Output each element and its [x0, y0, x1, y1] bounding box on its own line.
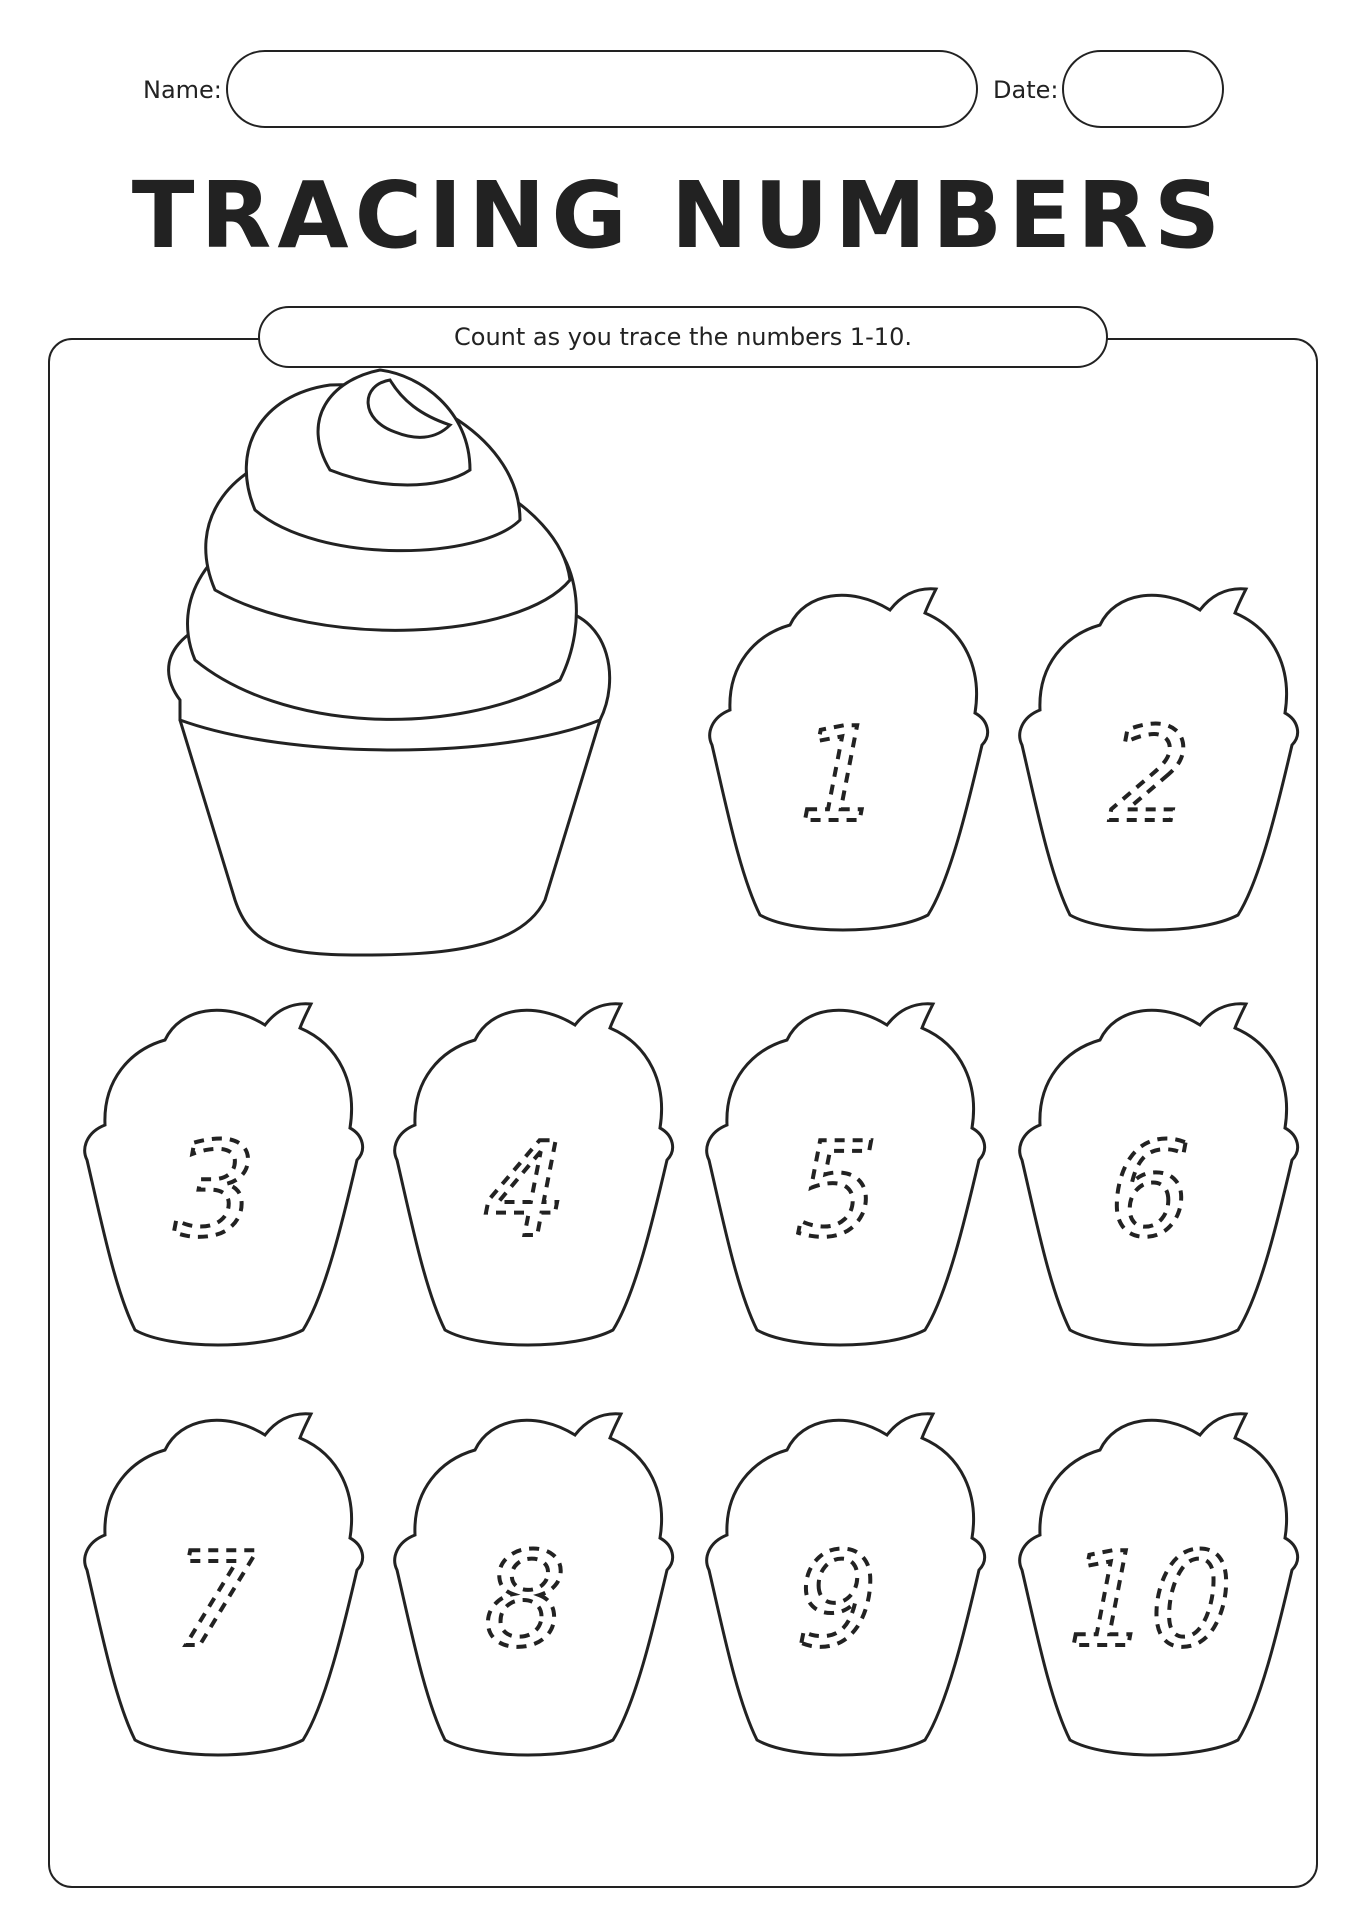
trace-number-1: 1 [798, 699, 882, 851]
big-cupcake-illustration [169, 370, 610, 955]
trace-number-2: 2 [1108, 699, 1192, 851]
trace-number-9: 9 [795, 1524, 879, 1676]
trace-number-10: 10 [1067, 1524, 1233, 1676]
date-label: Date: [993, 76, 1059, 104]
trace-number-4: 4 [483, 1114, 567, 1266]
trace-number-3: 3 [173, 1114, 257, 1266]
page-title: TRACING NUMBERS [131, 162, 1227, 269]
trace-number-5: 5 [795, 1114, 879, 1266]
trace-number-6: 6 [1108, 1114, 1192, 1266]
trace-number-7: 7 [173, 1524, 257, 1676]
name-label: Name: [143, 76, 222, 104]
instruction-text: Count as you trace the numbers 1-10. [454, 323, 912, 351]
trace-number-8: 8 [483, 1524, 567, 1676]
